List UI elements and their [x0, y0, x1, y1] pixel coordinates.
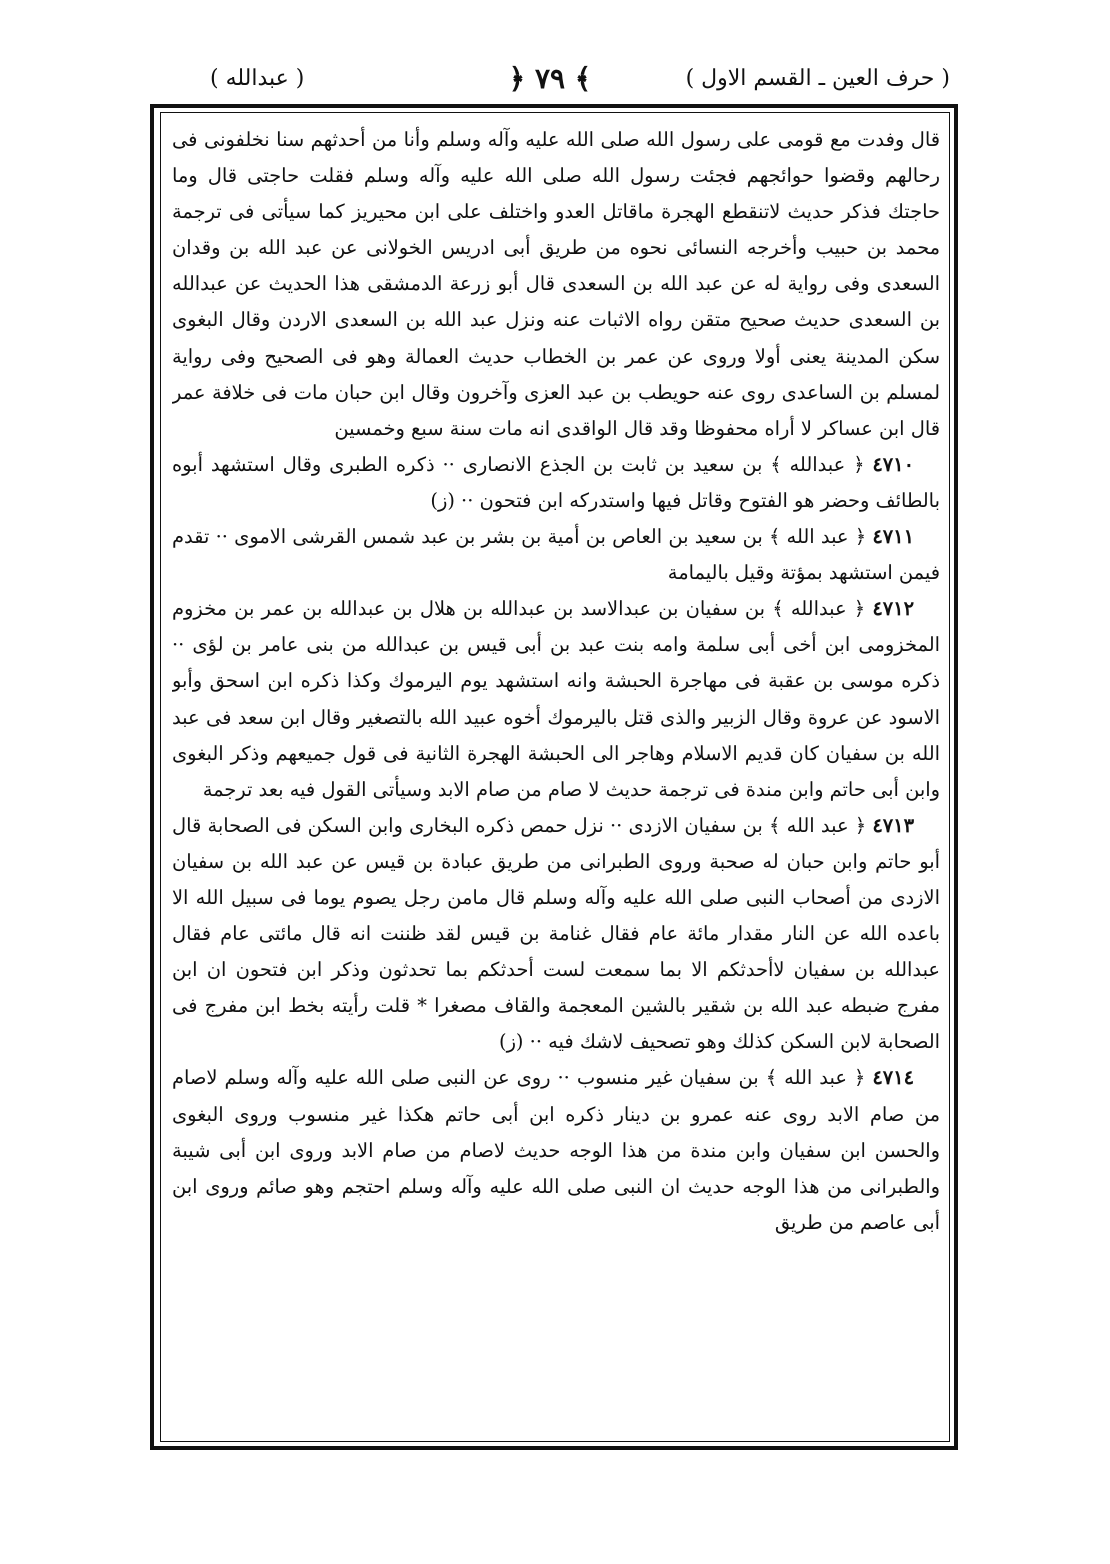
entry-number: ٤٧١١ [872, 525, 914, 549]
entry-4714 [172, 1060, 940, 1240]
paragraph-text: قال وفدت مع قومى على رسول الله صلى الله عليه وآله وسلم وأنا من أحدثهم سنا نخلفونى فى رحالهم وقضوا حوائجهم فجئت رسول الله صلى الله عليه وآله وسلم فقلت حاجتى قال وما حاجتك فذكر حديث لاتنقطع الهجرة ماقاتل العدو واختلف على ابن محيريز كما سيأتى فى ترجمة محمد بن حبيب وأخرجه النسائى نحوه من طريق أبى ادريس الخولانى عن عبد الله بن وقدان السعدى وفى رواية له عن عبد الله بن السعدى قال أبو زرعة الدمشقى هذا الحديث عن عبدالله بن السعدى حديث صحيح متقن رواه الاثبات عنه ونزل عبد الله بن السعدى الاردن وقال البغوى سكن المدينة يعنى أولا وروى عن عمر بن الخطاب حديث العمالة وهو فى الصحيح وفى رواية لمسلم بن الساعدى روى عنه حويطب بن عبد العزى وآخرون وقال ابن حبان مات فى خلافة عمر قال ابن عساكر لا أراه محفوظا وقد قال الواقدى انه مات سنة سبع وخمسين [172, 128, 940, 440]
page-number: ﴿ ٧٩ ﴾ [508, 62, 592, 95]
entry-4713 [172, 808, 940, 1061]
entry-text: بن سعيد بن ثابت بن الجذع الانصارى ·· ذكره الطبرى وقال استشهد أبوه بالطائف وحضر هو الفتوح وقاتل فيها واستدركه ابن فتحون ·· (ز) [172, 452, 940, 512]
entry-name: ﴿ عبدالله ﴾ [772, 597, 866, 621]
entry-number: ٤٧١٢ [872, 597, 915, 621]
entry-name: ﴿ عبد الله ﴾ [768, 525, 867, 549]
entry-number: ٤٧١٣ [872, 813, 914, 837]
entry-name: ﴿ عبد الله ﴾ [765, 1066, 866, 1090]
header-entry-name: ( عبدالله ) [210, 66, 305, 91]
entry-number: ٤٧١٤ [872, 1066, 915, 1090]
entry-4712 [172, 591, 940, 808]
entry-text: بن سفيان غير منسوب ·· روى عن النبى صلى الله عليه وآله وسلم لاصام من صام الابد روى عنه عمرو بن دينار ذكره ابن أبى حاتم هكذا غير منسوب وروى البغوى والحسن ابن سفيان وابن مندة من هذا الوجه حديث لاصام من صام الابد وروى ابن أبى شيبة والطبرانى من هذا الوجه حديث ان النبى صلى الله عليه وآله وسلم احتجم وهو صائم وروى ابن أبى عاصم من طريق [172, 1066, 940, 1234]
entry-name: ﴿ عبد الله ﴾ [769, 813, 867, 837]
body-text [172, 122, 940, 1434]
paragraph-continuation [172, 122, 940, 447]
entry-text: بن سفيان الازدى ·· نزل حمص ذكره البخارى وابن السكن فى الصحابة قال أبو حاتم وابن حبان له صحبة وروى الطبرانى من طريق عبادة بن قيس عن عبد الله بن سفيان الازدى من أصحاب النبى صلى الله عليه وآله وسلم قال مامن رجل يصوم يوما فى سبيل الله الا باعده الله عن النار مقدار مائة عام فقال غنامة بن قيس لقد ظننت انه قال مائتى عام فقال عبدالله بن سفيان لاأحدثكم الا بما سمعت لست أحدثكم بما تحدثون وذكر ابن فتحون ان ابن مفرج ضبطه عبد الله بن شقير بالشين المعجمة والقاف مصغرا * قلت رأيته بخط ابن مفرج فى الصحابة لابن السكن كذلك وهو تصحيف لاشك فيه ·· (ز) [172, 813, 940, 1054]
entry-text: بن سفيان بن عبدالاسد بن عبدالله بن هلال بن عبدالله بن عمر بن مخزوم المخزومى ابن أخى أبى سلمة وامه بنت عبد بن أبى قيس بن عبدالله من بنى عامر بن لؤى ·· ذكره موسى بن عقبة فى مهاجرة الحبشة وانه استشهد يوم اليرموك وكذا ذكره ابن اسحق وأبو الاسود عن عروة وقال الزبير والذى قتل باليرموك أخوه عبيد الله بالتصغير وقال ابن سعد فى عبد الله بن سفيان كان قديم الاسلام وهاجر الى الحبشة الهجرة الثانية فى قول جميعهم وذكر البغوى وابن أبى حاتم وابن مندة فى ترجمة حديث لا صام من صام الابد وسيأتى القول فيه بعد ترجمة [172, 597, 940, 801]
header-section-title: ( حرف العين ـ القسم الاول ) [685, 66, 950, 91]
page-header [150, 62, 950, 106]
entry-4711 [172, 519, 940, 591]
entry-number: ٤٧١٠ [872, 452, 914, 476]
entry-name: ﴿ عبدالله ﴾ [770, 452, 865, 476]
entry-text: بن سعيد بن العاص بن أمية بن بشر بن عبد شمس القرشى الاموى ·· تقدم فيمن استشهد بمؤتة وقيل باليمامة [172, 525, 940, 585]
entry-4710 [172, 447, 940, 519]
